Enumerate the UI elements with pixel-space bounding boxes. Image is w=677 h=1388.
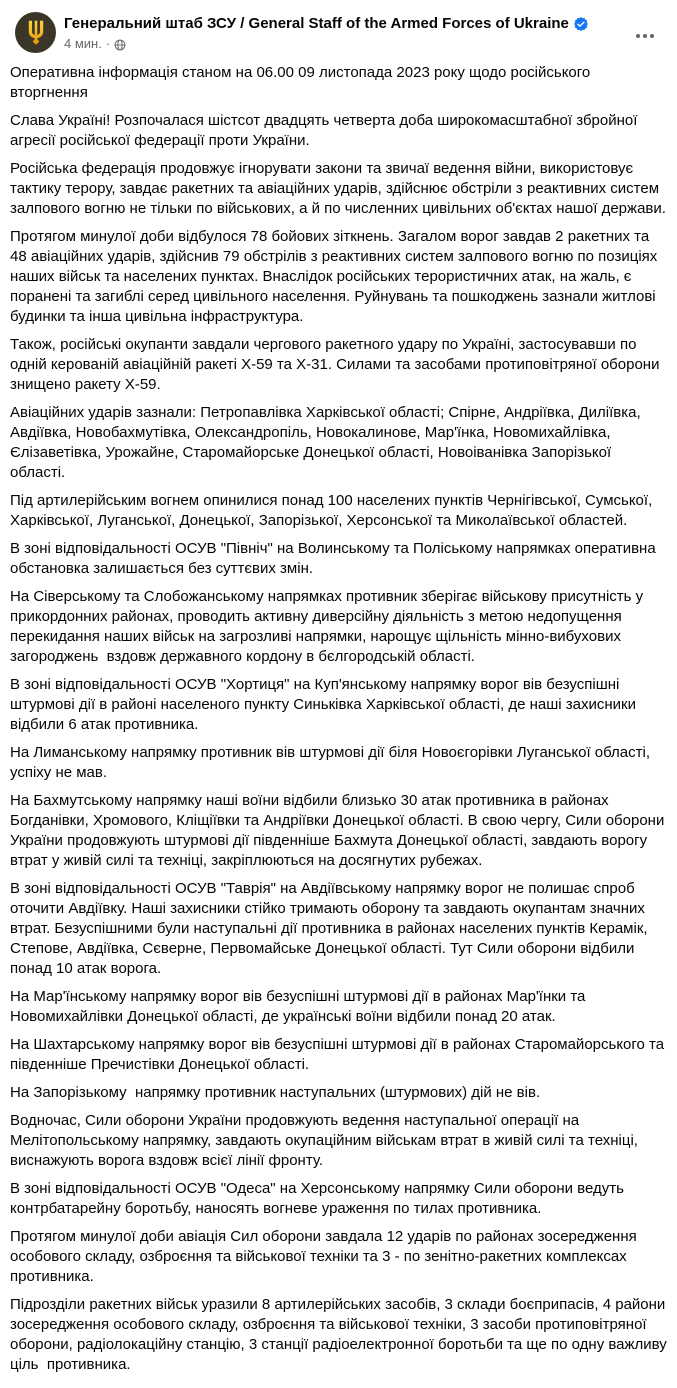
post-paragraph: Підрозділи ракетних військ уразили 8 артилерійських засобів, 3 склади боєприпасів, 4 райони зосередження особового складу, озброєння та військової техніки, 3 засоби протиповітряної оборони, радіолокаційну станцію, 3 станції радіоелектронної боротьби та ще по одну важливу ціль противника. xyxy=(10,1296,671,1373)
post-paragraph: В зоні відповідальності ОСУВ "Таврія" на Авдіївському напрямку ворог не полишає спроб оточити Авдіївку. Наші захисники стійко тримають оборону та завдають окупантам значних втрат. Безуспішними були наступальні дії противника в районах населених пунктів Керамік, Степове, Авдіївка, Сєверне, Первомайське Донецької області. Тут Сили оборони відбили понад 10 атак ворога. xyxy=(10,880,652,977)
post-paragraph: Водночас, Сили оборони України продовжують ведення наступальної операції на Мелітопольському напрямку, завдають окупаційним військам втрат в живій силі та техніці, виснажують ворога вздовж всієї лінії фронту. xyxy=(10,1112,643,1169)
meta-separator: · xyxy=(105,36,111,51)
header-info xyxy=(64,12,663,52)
post-paragraph: На Запорізькому напрямку противник наступальних (штурмових) дій не вів. xyxy=(10,1084,541,1101)
post-paragraph: Слава Україні! Розпочалася шістсот двадцять четверта доба широкомасштабної збройної агресії російської федерації проти України. xyxy=(10,112,642,149)
name-row xyxy=(64,14,663,33)
post-paragraph: Оперативна інформація станом на 06.00 09 листопада 2023 року щодо російського вторгнення xyxy=(10,64,595,101)
post-paragraph: В зоні відповідальності ОСУВ "Хортиця" на Куп'янському напрямку ворог вів безуспішні штурмові дії в районі населеного пункту Синьківка Харківської області, де наші захисники відбили 6 атак противника. xyxy=(10,676,641,733)
ellipsis-icon xyxy=(636,34,640,38)
post-paragraph: На Сіверському та Слобожанському напрямках противник зберігає військову присутність у прикордонних районах, проводить активну диверсійну діяльність з метою недопущення перекидання наших військ на загрозливі напрямки, нарощує щільність мінно-вибухових загороджень вздовж державного кордону в бєлгородській області. xyxy=(10,588,648,665)
post-paragraph: Під артилерійським вогнем опинилися понад 100 населених пунктів Чернігівської, Сумської, Харківської, Луганської, Донецької, Запорізької, Херсонської та Миколаївської областей. xyxy=(10,492,657,529)
ellipsis-icon xyxy=(643,34,647,38)
globe-icon xyxy=(114,39,126,51)
post-header xyxy=(0,0,677,57)
post-text xyxy=(0,57,677,1375)
page-avatar[interactable] xyxy=(15,12,56,53)
post-paragraph: Також, російські окупанти завдали чергового ракетного удару по Україні, застосувавши по одній керованій авіаційній ракеті Х-59 та Х-31. Силами та засобами протиповітряної оборони знищено ракету Х-59. xyxy=(10,336,664,393)
post-paragraph: Авіаційних ударів зазнали: Петропавлівка Харківської області; Спірне, Андріївка, Диліївка, Авдіївка, Новобахмутівка, Олександропіль, Новокалинове, Мар'їнка, Новомихайлівка, Єлізаветівка, Урожайне, Старомайорське Донецької області, Новоіванівка Запорізької області. xyxy=(10,404,645,481)
post-paragraph: На Мар'їнському напрямку ворог вів безуспішні штурмові дії в районах Мар'їнки та Новомихайлівки Донецької області, де українські воїни відбили понад 20 атак. xyxy=(10,988,590,1025)
post-paragraph: На Лиманському напрямку противник вів штурмові дії біля Новоєгорівки Луганської області, успіху не мав. xyxy=(10,744,655,781)
post-paragraph: Російська федерація продовжує ігнорувати закони та звичаї ведення війни, використовує тактику терору, завдає ракетних та авіаційних ударів, здійснює обстріли з реактивних систем залпового вогню не тільки по військових, а й по численних цивільних об'єктах нашої держави. xyxy=(10,160,666,217)
post-paragraph: В зоні відповідальності ОСУВ "Північ" на Волинському та Поліському напрямках оперативна обстановка залишається без суттєвих змін. xyxy=(10,540,660,577)
post-options-button[interactable] xyxy=(629,24,661,48)
post-meta xyxy=(64,36,663,52)
page-name-link[interactable]: Генеральний штаб ЗСУ / General Staff of the Armed Forces of Ukraine xyxy=(64,15,569,32)
timestamp-link[interactable]: 4 мин. xyxy=(64,36,102,51)
post-paragraph: Протягом минулої доби відбулося 78 бойових зіткнень. Загалом ворог завдав 2 ракетних та 48 авіаційних ударів, здійснив 79 обстрілів з реактивних систем залпового вогню по позиціях наших військ та населених пунктах. Внаслідок російських терористичних атак, на жаль, є поранені та загиблі серед цивільного населення. Руйнувань та пошкоджень зазнали житлові будинки та інша цивільна інфраструктура. xyxy=(10,228,662,325)
post-paragraph: На Шахтарському напрямку ворог вів безуспішні штурмові дії в районах Старомайорського та південніше Пречистівки Донецької області. xyxy=(10,1036,669,1073)
verified-badge-icon xyxy=(574,17,588,31)
ukraine-trident-icon xyxy=(25,19,47,46)
post-paragraph: В зоні відповідальності ОСУВ "Одеса" на Херсонському напрямку Сили оборони ведуть контрбатарейну боротьбу, наносять вогневе ураження по тилах противника. xyxy=(10,1180,629,1217)
post-paragraph: На Бахмутському напрямку наші воїни відбили близько 30 атак противника в районах Богданівки, Хромового, Кліщіївки та Андріївки Донецької області. В свою чергу, Сили оборони України продовжують штурмові дії південніше Бахмута Донецької області, завдають ворогу втрат у живій силі та техніці, закріплюються на досягнутих рубежах. xyxy=(10,792,669,869)
post-paragraph: Протягом минулої доби авіація Сил оборони завдала 12 ударів по районах зосередження особового складу, озброєння та військової техніки та 3 - по зенітно-ракетних комплексах противника. xyxy=(10,1228,641,1285)
ellipsis-icon xyxy=(650,34,654,38)
